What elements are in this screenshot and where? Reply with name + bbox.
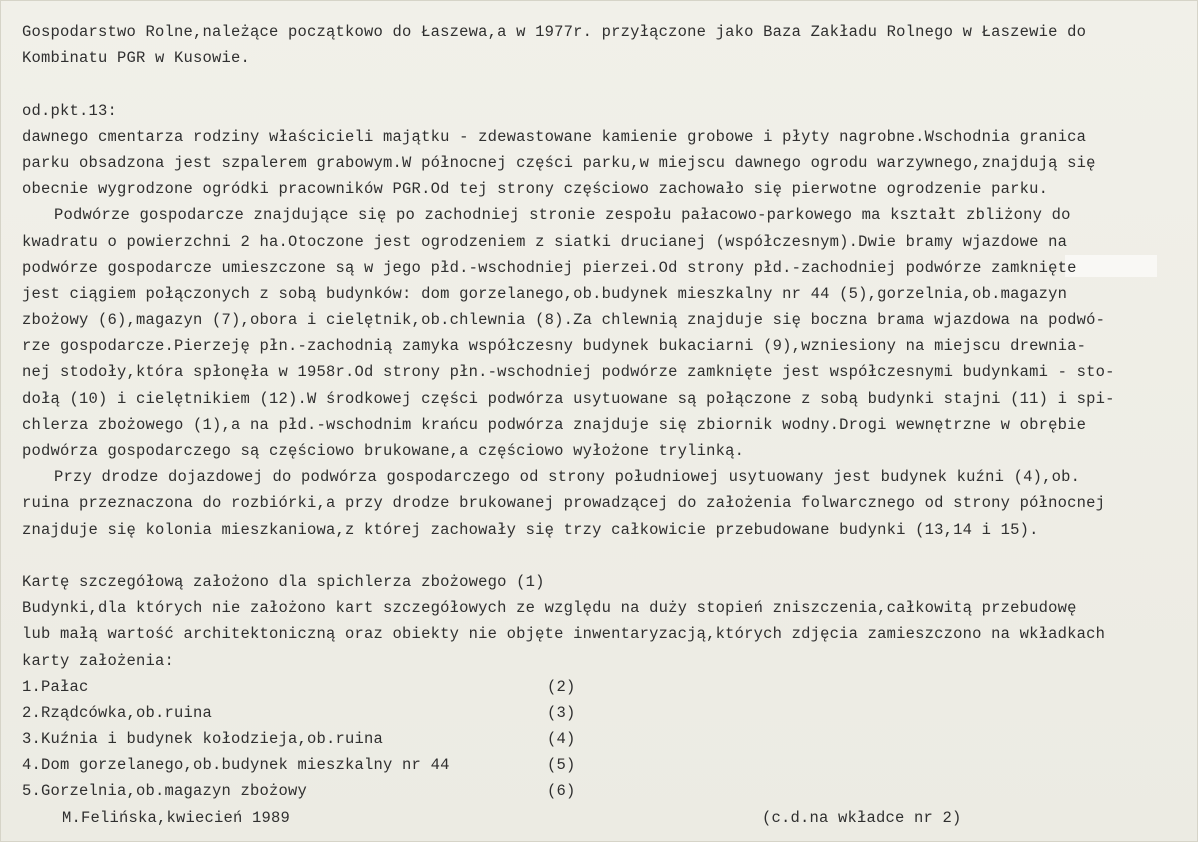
building-name: 2.Rządcówka,ob.ruina	[22, 703, 213, 722]
building-number: (2)	[547, 677, 576, 696]
blank-line	[22, 543, 1187, 569]
building-number: (6)	[547, 782, 576, 801]
buildings-intro-line: Budynki,dla których nie założono kart szczegółowych ze względu na duży stopień zniszczenia,całkowitą przebudowę	[22, 599, 1077, 618]
body-line: nej stodoły,która spłonęła w 1958r.Od strony płn.-wschodniej podwórze zamknięte jest współczesnymi budynkami - sto-	[22, 363, 1115, 382]
list-item	[22, 700, 1187, 726]
body-line: zbożowy (6),magazyn (7),obora i cielętnik,ob.chlewnia (8).Za chlewnią znajduje się boczna brama wjazdowa na podwó-	[22, 311, 1106, 330]
buildings-intro-line: lub małą wartość architektoniczną oraz obiekty nie objęte inwentaryzacją,których zdjęcia zamieszczono na wkładkach	[22, 625, 1106, 644]
building-name: 4.Dom gorzelanego,ob.budynek mieszkalny nr 44	[22, 756, 450, 775]
body-line: dawnego cmentarza rodziny właścicieli majątku - zdewastowane kamienie grobowe i płyty nagrobne.Wschodnia granica	[22, 127, 1087, 146]
body-line: ruina przeznaczona do rozbiórki,a przy drodze brukowanej prowadzącej do założenia folwarcznego od strony północnej	[22, 494, 1106, 513]
building-name: 5.Gorzelnia,ob.magazyn zbożowy	[22, 782, 308, 801]
body-line: Przy drodze dojazdowej do podwórza gospodarczego od strony południowej usytuowany jest budynek kuźni (4),ob.	[54, 468, 1081, 487]
building-name: 1.Pałac	[22, 677, 89, 696]
list-item	[22, 778, 1187, 804]
section-label: od.pkt.13:	[22, 101, 118, 120]
list-item	[22, 752, 1187, 778]
body-line: parku obsadzona jest szpalerem grabowym.W północnej części parku,w miejscu dawnego ogrodu warzywnego,znajdują się	[22, 153, 1096, 172]
body-line: obecnie wygrodzone ogródki pracowników PGR.Od tej strony częściowo zachowało się pierwotne ogrodzenie parku.	[22, 180, 1049, 199]
body-line: rze gospodarcze.Pierzeję płn.-zachodnią zamyka współczesny budynek bukaciarni (9),wzniesiony na miejscu drewnia-	[22, 337, 1087, 356]
continuation-note: (c.d.na wkładce nr 2)	[762, 808, 962, 827]
body-line: podwórza gospodarczego są częściowo brukowane,a częściowo wyłożone trylinką.	[22, 442, 745, 460]
buildings-intro-line: karty założenia:	[22, 651, 175, 670]
building-name: 3.Kuźnia i budynek kołodzieja,ob.ruina	[22, 730, 384, 749]
header-line-2: Kombinatu PGR w Kusowie.	[22, 49, 251, 68]
list-item	[22, 674, 1187, 700]
body-line: jest ciągiem połączonych z sobą budynków: dom gorzelanego,ob.budynek mieszkalny nr 44 (5),gorzelnia,ob.magazyn	[22, 284, 1068, 303]
header-line-1: Gospodarstwo Rolne,należące początkowo do Łaszewa,a w 1977r. przyłączone jako Baza Zakładu Rolnego w Łaszewie do	[22, 23, 1087, 41]
list-item	[22, 726, 1187, 752]
body-line: chlerza zbożowego (1),a na płd.-wschodnim krańcu podwórza znajduje się zbiornik wodny.Drogi wewnętrzne w obrębie	[22, 415, 1087, 434]
building-number: (5)	[547, 756, 576, 775]
typewritten-text	[22, 19, 1187, 831]
body-line: znajduje się kolonia mieszkaniowa,z której zachowały się trzy całkowicie przebudowane budynki (13,14 i 15).	[22, 520, 1039, 539]
building-number: (4)	[547, 730, 576, 749]
footer	[22, 805, 1187, 831]
body-line: podwórze gospodarcze umieszczone są w jego płd.-wschodniej pierzei.Od strony płd.-zachodniej podwórze zamknięte	[22, 258, 1077, 277]
body-line: kwadratu o powierzchni 2 ha.Otoczone jest ogrodzeniem z siatki drucianej (współczesnym).Dwie bramy wjazdowe na	[22, 232, 1068, 251]
body-line: dołą (10) i cielętnikiem (12).W środkowej części podwórza usytuowane są połączone z sobą budynki stajni (11) i spi-	[22, 389, 1115, 408]
author-signature: M.Felińska,kwiecień 1989	[62, 808, 291, 827]
card-note: Kartę szczegółową założono dla spichlerza zbożowego (1)	[22, 572, 545, 591]
building-number: (3)	[547, 703, 576, 722]
blank-line	[22, 71, 1187, 97]
body-line: Podwórze gospodarcze znajdujące się po zachodniej stronie zespołu pałacowo-parkowego ma kształt zbliżony do	[54, 206, 1071, 225]
